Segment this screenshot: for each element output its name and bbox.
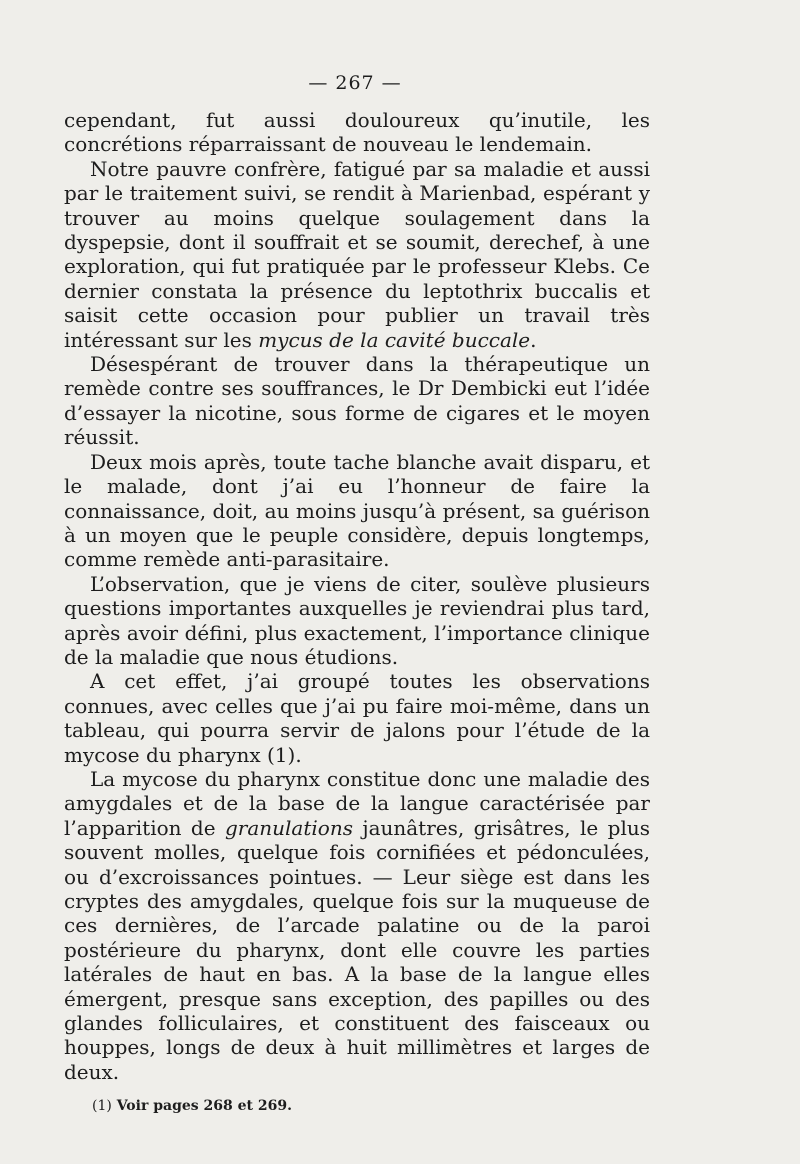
body-text: [64, 108, 650, 1084]
footnote: [92, 1098, 292, 1114]
paragraph-6: [64, 669, 650, 767]
paragraph-3-text: Désespérant de trouver dans la thérapeutique un remède contre ses souffrances, le Dr Dembicki eut l’idée d’essayer la nicotine, sous forme de cigares et le moyen réussit.: [64, 352, 650, 450]
paragraph-2: [64, 157, 650, 352]
paragraph-1: [64, 108, 650, 157]
paragraph-3: [64, 352, 650, 450]
footnote-ref: (1): [92, 1098, 112, 1114]
italic-granulations: granulations: [224, 815, 353, 840]
paragraph-7: [64, 767, 650, 1084]
paragraph-5-text: L’observation, que je viens de citer, soulève plusieurs questions importantes auxquelles je reviendrai plus tard, après avoir défini, plus exactement, l’importance clinique de la maladie que nous étudions.: [64, 571, 650, 669]
paragraph-6-text: A cet effet, j’ai groupé toutes les observations connues, avec celles que j’ai pu faire moi-même, dans un tableau, qui pourra servir de jalons pour l’étude de la mycose du pharynx (1).: [64, 669, 650, 767]
paragraph-2-text: Notre pauvre confrère, fatigué par sa maladie et aussi par le traitement suivi, se rendit à Marienbad, espérant y trouver au moins quelque soulagement dans la dyspepsie, dont il souffrait et se soumit, derechef, à une exploration, qui fut pratiquée par le professeur Klebs. Ce dernier constata la présence du leptothrix buccalis et saisit cette occasion pour publier un travail très intéressant sur les: [64, 156, 650, 352]
italic-mycus: mycus de la cavité buccale: [258, 327, 531, 352]
paragraph-7-text-b: jaunâtres, grisâtres, le plus souvent molles, quelque fois cornifiées et pédonculées, ou d’excroissances pointues. — Leur siège est dans les cryptes des amygdales, quelque fois sur la muqueuse de ces dernières, de l’arcade palatine ou de la paroi postérieure du pharynx, dont elle couvre les parties latérales de haut en bas. A la base de la langue elles émergent, presque sans exception, des papilles ou des glandes folliculaires, et constituent des faisceaux ou houppes, longs de deux à huit millimètres et larges de deux.: [64, 815, 651, 1084]
paragraph-2-end: .: [530, 327, 537, 352]
paragraph-4: [64, 450, 650, 572]
paragraph-7-text-a: La mycose du pharynx constitue donc une maladie des amygdales et de la base de la langue caractérisée par l’apparition de: [64, 766, 650, 840]
page-number: — 267 —: [308, 72, 402, 94]
paragraph-1-text: cependant, fut aussi douloureux qu’inutile, les concrétions réparraissant de nouveau le lendemain.: [64, 108, 650, 157]
footnote-text: Voir pages 268 et 269.: [116, 1098, 292, 1114]
paragraph-5: [64, 572, 650, 670]
paragraph-4-text: Deux mois après, toute tache blanche avait disparu, et le malade, dont j’ai eu l’honneur de faire la connaissance, doit, au moins jusqu’à présent, sa guérison à un moyen que le peuple considère, depuis longtemps, comme remède anti-parasitaire.: [64, 449, 650, 572]
